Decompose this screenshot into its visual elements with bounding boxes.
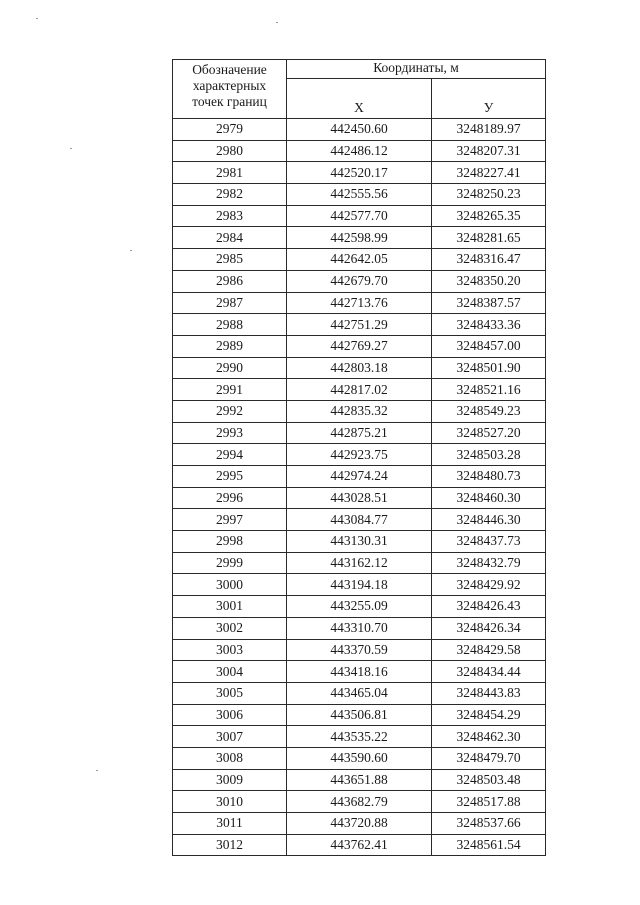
point-id-cell: 2984 (173, 227, 287, 249)
table-row (173, 119, 546, 141)
x-coordinate-cell: 442598.99 (287, 227, 432, 249)
y-coordinate-cell: 3248501.90 (432, 357, 546, 379)
table-header (173, 60, 546, 119)
x-coordinate-cell: 443682.79 (287, 791, 432, 813)
point-id-cell: 3001 (173, 596, 287, 618)
y-coordinate-cell: 3248429.58 (432, 639, 546, 661)
scan-speck (96, 770, 98, 771)
point-id-cell: 2995 (173, 466, 287, 488)
y-coordinate-cell: 3248457.00 (432, 335, 546, 357)
y-coordinate-cell: 3248434.44 (432, 661, 546, 683)
scan-speck (36, 18, 38, 19)
y-coordinate-cell: 3248265.35 (432, 205, 546, 227)
point-id-cell: 2998 (173, 531, 287, 553)
point-id-cell: 2980 (173, 140, 287, 162)
point-id-cell: 2983 (173, 205, 287, 227)
table-row (173, 249, 546, 271)
y-coordinate-cell: 3248250.23 (432, 184, 546, 206)
y-coordinate-cell: 3248387.57 (432, 292, 546, 314)
x-coordinate-cell: 442835.32 (287, 400, 432, 422)
x-coordinate-cell: 443370.59 (287, 639, 432, 661)
x-coordinate-cell: 443762.41 (287, 834, 432, 856)
table-row (173, 292, 546, 314)
y-coordinate-cell: 3248437.73 (432, 531, 546, 553)
point-id-cell: 2982 (173, 184, 287, 206)
y-coordinate-cell: 3248316.47 (432, 249, 546, 271)
point-id-cell: 3010 (173, 791, 287, 813)
x-coordinate-cell: 443590.60 (287, 747, 432, 769)
table-row (173, 834, 546, 856)
table-row (173, 487, 546, 509)
y-coordinate-cell: 3248429.92 (432, 574, 546, 596)
x-coordinate-cell: 443084.77 (287, 509, 432, 531)
x-coordinate-cell: 443506.81 (287, 704, 432, 726)
point-id-cell: 3007 (173, 726, 287, 748)
table-row (173, 596, 546, 618)
x-coordinate-cell: 443255.09 (287, 596, 432, 618)
point-id-cell: 2985 (173, 249, 287, 271)
table-row (173, 314, 546, 336)
y-coordinate-cell: 3248527.20 (432, 422, 546, 444)
point-header-line: Обозначение (192, 62, 267, 77)
y-coordinate-cell: 3248460.30 (432, 487, 546, 509)
scan-speck (130, 250, 132, 251)
y-coordinate-cell: 3248426.34 (432, 617, 546, 639)
y-coordinate-cell: 3248189.97 (432, 119, 546, 141)
x-coordinate-cell: 442803.18 (287, 357, 432, 379)
table-body (173, 119, 546, 856)
point-id-cell: 2979 (173, 119, 287, 141)
point-id-cell: 3009 (173, 769, 287, 791)
table-row (173, 531, 546, 553)
table-row (173, 813, 546, 835)
y-coordinate-cell: 3248433.36 (432, 314, 546, 336)
table-row (173, 791, 546, 813)
x-coordinate-cell: 442751.29 (287, 314, 432, 336)
point-id-cell: 2987 (173, 292, 287, 314)
point-id-cell: 2996 (173, 487, 287, 509)
table-row (173, 270, 546, 292)
point-id-cell: 2988 (173, 314, 287, 336)
y-coordinate-cell: 3248454.29 (432, 704, 546, 726)
y-coordinate-cell: 3248549.23 (432, 400, 546, 422)
x-coordinate-cell: 442520.17 (287, 162, 432, 184)
x-coordinate-cell: 442875.21 (287, 422, 432, 444)
table-row (173, 184, 546, 206)
point-designation-header (173, 60, 287, 119)
x-coordinate-cell: 442974.24 (287, 466, 432, 488)
table-row (173, 227, 546, 249)
y-coordinate-cell: 3248479.70 (432, 747, 546, 769)
y-coordinate-cell: 3248462.30 (432, 726, 546, 748)
point-id-cell: 2990 (173, 357, 287, 379)
y-coordinate-cell: 3248432.79 (432, 552, 546, 574)
point-id-cell: 2991 (173, 379, 287, 401)
x-coordinate-cell: 443535.22 (287, 726, 432, 748)
x-column-header: X (287, 79, 432, 119)
table-row (173, 357, 546, 379)
table-row (173, 140, 546, 162)
point-id-cell: 2992 (173, 400, 287, 422)
point-id-cell: 2999 (173, 552, 287, 574)
y-coordinate-cell: 3248426.43 (432, 596, 546, 618)
y-coordinate-cell: 3248446.30 (432, 509, 546, 531)
table-row (173, 335, 546, 357)
y-coordinate-cell: 3248521.16 (432, 379, 546, 401)
coordinates-table (172, 59, 546, 856)
table-row (173, 617, 546, 639)
table-row (173, 444, 546, 466)
x-coordinate-cell: 442817.02 (287, 379, 432, 401)
coordinates-group-header: Координаты, м (287, 60, 546, 79)
x-coordinate-cell: 443465.04 (287, 682, 432, 704)
point-id-cell: 3004 (173, 661, 287, 683)
point-id-cell: 2997 (173, 509, 287, 531)
table-row (173, 162, 546, 184)
point-id-cell: 2994 (173, 444, 287, 466)
x-coordinate-cell: 442642.05 (287, 249, 432, 271)
x-coordinate-cell: 442486.12 (287, 140, 432, 162)
point-id-cell: 3003 (173, 639, 287, 661)
point-header-line: характерных (192, 78, 267, 93)
scan-speck (70, 148, 72, 149)
x-coordinate-cell: 443028.51 (287, 487, 432, 509)
table-row (173, 574, 546, 596)
table-row (173, 422, 546, 444)
table-row (173, 682, 546, 704)
x-coordinate-cell: 443310.70 (287, 617, 432, 639)
x-coordinate-cell: 443418.16 (287, 661, 432, 683)
y-coordinate-cell: 3248561.54 (432, 834, 546, 856)
table-row (173, 509, 546, 531)
point-id-cell: 3005 (173, 682, 287, 704)
point-id-cell: 3008 (173, 747, 287, 769)
y-coordinate-cell: 3248443.83 (432, 682, 546, 704)
x-coordinate-cell: 443162.12 (287, 552, 432, 574)
table-row (173, 661, 546, 683)
table-row (173, 726, 546, 748)
x-coordinate-cell: 443651.88 (287, 769, 432, 791)
point-id-cell: 2986 (173, 270, 287, 292)
x-coordinate-cell: 443720.88 (287, 813, 432, 835)
table-row (173, 466, 546, 488)
y-column-header: У (432, 79, 546, 119)
point-id-cell: 2989 (173, 335, 287, 357)
y-coordinate-cell: 3248537.66 (432, 813, 546, 835)
point-id-cell: 3011 (173, 813, 287, 835)
table-row (173, 400, 546, 422)
x-coordinate-cell: 443194.18 (287, 574, 432, 596)
y-coordinate-cell: 3248503.48 (432, 769, 546, 791)
x-coordinate-cell: 442555.56 (287, 184, 432, 206)
y-coordinate-cell: 3248350.20 (432, 270, 546, 292)
table-row (173, 704, 546, 726)
table-row (173, 379, 546, 401)
x-coordinate-cell: 442713.76 (287, 292, 432, 314)
point-id-cell: 3000 (173, 574, 287, 596)
point-id-cell: 3006 (173, 704, 287, 726)
point-header-line: точек границ (192, 94, 267, 109)
point-id-cell: 3012 (173, 834, 287, 856)
x-coordinate-cell: 442450.60 (287, 119, 432, 141)
scan-speck (276, 22, 278, 23)
table-row (173, 747, 546, 769)
x-coordinate-cell: 442769.27 (287, 335, 432, 357)
y-coordinate-cell: 3248207.31 (432, 140, 546, 162)
table-row (173, 552, 546, 574)
x-coordinate-cell: 442679.70 (287, 270, 432, 292)
table-row (173, 769, 546, 791)
point-id-cell: 2993 (173, 422, 287, 444)
x-coordinate-cell: 442577.70 (287, 205, 432, 227)
x-coordinate-cell: 443130.31 (287, 531, 432, 553)
table-row (173, 639, 546, 661)
y-coordinate-cell: 3248227.41 (432, 162, 546, 184)
y-coordinate-cell: 3248480.73 (432, 466, 546, 488)
table-row (173, 205, 546, 227)
y-coordinate-cell: 3248503.28 (432, 444, 546, 466)
y-coordinate-cell: 3248517.88 (432, 791, 546, 813)
x-coordinate-cell: 442923.75 (287, 444, 432, 466)
point-id-cell: 2981 (173, 162, 287, 184)
y-coordinate-cell: 3248281.65 (432, 227, 546, 249)
point-id-cell: 3002 (173, 617, 287, 639)
